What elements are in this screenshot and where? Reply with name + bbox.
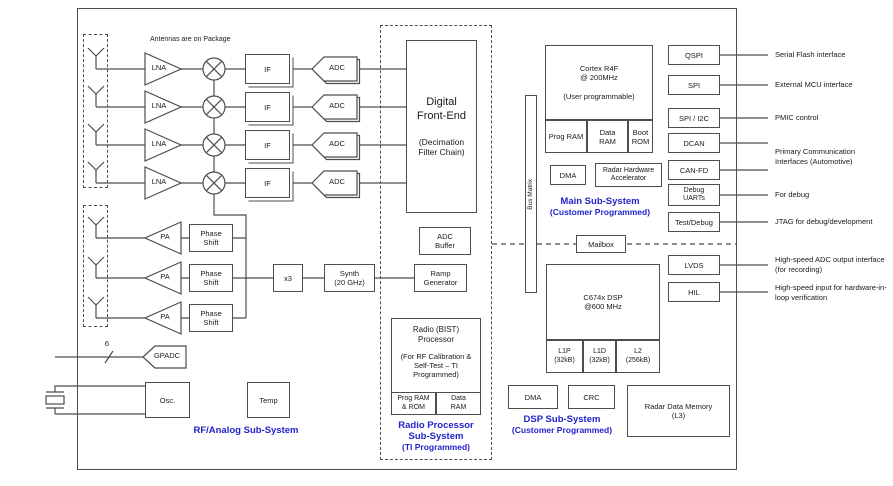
if-block: IF bbox=[245, 130, 290, 160]
main-subsystem-label: Main Sub-System (Customer Programmed) bbox=[549, 196, 651, 217]
main-boot-rom-block: Boot ROM bbox=[628, 120, 653, 153]
if-block: IF bbox=[245, 92, 290, 122]
radio-bist-processor-block: Radio (BIST) Processor (For RF Calibration & Self-Test – TI Programmed) bbox=[391, 318, 481, 415]
gpadc-bus-width-label: 6 bbox=[104, 339, 110, 348]
adc-label: ADC bbox=[329, 139, 345, 148]
pa-label: PA bbox=[160, 312, 170, 321]
synth-block: Synth (20 GHz) bbox=[324, 264, 375, 292]
rx-antenna-array bbox=[83, 34, 108, 188]
qspi-block: QSPI bbox=[668, 45, 720, 65]
lna-label: LNA bbox=[151, 139, 167, 148]
can-note: Primary Communication Interfaces (Automotive) bbox=[775, 147, 856, 166]
spi-i2c-note: PMIC control bbox=[775, 113, 819, 122]
test-debug-note: JTAG for debug/development bbox=[775, 217, 873, 226]
spi-block: SPI bbox=[668, 75, 720, 95]
phase-shift-block: Phase Shift bbox=[189, 224, 233, 252]
hil-block: HIL bbox=[668, 282, 720, 302]
lna-label: LNA bbox=[151, 101, 167, 110]
rf-analog-subsystem-label: RF/Analog Sub-System bbox=[193, 425, 299, 436]
osc-block: Osc. bbox=[145, 382, 190, 418]
debug-uarts-note: For debug bbox=[775, 190, 810, 199]
bist-prog-ram-block: Prog RAM & ROM bbox=[391, 392, 436, 415]
dsp-l1p-block: L1P (32kB) bbox=[546, 340, 583, 373]
c674x-dsp-block: C674x DSP @600 MHz bbox=[546, 264, 660, 340]
main-prog-ram-block: Prog RAM bbox=[545, 120, 587, 153]
bist-data-ram-block: Data RAM bbox=[436, 392, 481, 415]
adc-label: ADC bbox=[329, 101, 345, 110]
radio-subsystem-label: Radio Processor Sub-System (TI Programmed) bbox=[398, 420, 474, 452]
phase-shift-block: Phase Shift bbox=[189, 304, 233, 332]
cortex-r4f-block: Cortex R4F @ 200MHz (User programmable) bbox=[545, 45, 653, 120]
gpadc-label: GPADC bbox=[153, 351, 181, 360]
antennas-note: Antennas are on Package bbox=[150, 36, 231, 43]
debug-uarts-block: Debug UARTs bbox=[668, 184, 720, 206]
adc-label: ADC bbox=[329, 177, 345, 186]
adc-label: ADC bbox=[329, 63, 345, 72]
multiplier-x3-block: x3 bbox=[273, 264, 303, 292]
if-block: IF bbox=[245, 168, 290, 198]
tx-antenna-array bbox=[83, 205, 108, 327]
spi-note: External MCU interface bbox=[775, 80, 853, 89]
pa-label: PA bbox=[160, 232, 170, 241]
test-debug-block: Test/Debug bbox=[668, 212, 720, 232]
can-fd-block: CAN-FD bbox=[668, 160, 720, 180]
ramp-generator-block: Ramp Generator bbox=[414, 264, 467, 292]
if-block: IF bbox=[245, 54, 290, 84]
lna-label: LNA bbox=[151, 177, 167, 186]
mailbox-block: Mailbox bbox=[576, 235, 626, 253]
hil-note: High-speed input for hardware-in-loop verification bbox=[775, 283, 887, 302]
main-dma-block: DMA bbox=[550, 165, 586, 185]
dfe-block: Digital Front-End (Decimation Filter Chain) bbox=[406, 40, 477, 213]
dsp-l2-block: L2 (256kB) bbox=[616, 340, 660, 373]
dsp-l1d-block: L1D (32kB) bbox=[583, 340, 616, 373]
dsp-dma-block: DMA bbox=[508, 385, 558, 409]
dsp-crc-block: CRC bbox=[568, 385, 615, 409]
main-data-ram-block: Data RAM bbox=[587, 120, 628, 153]
radar-hw-accelerator-block: Radar Hardware Accelerator bbox=[595, 163, 662, 187]
bus-matrix-block: Bus Matrix bbox=[525, 95, 537, 293]
adc-buffer-block: ADC Buffer bbox=[419, 227, 471, 255]
dsp-subsystem-label: DSP Sub-System (Customer Programmed) bbox=[511, 414, 613, 435]
qspi-note: Serial Flash interface bbox=[775, 50, 846, 59]
dcan-block: DCAN bbox=[668, 133, 720, 153]
spi-i2c-block: SPI / I2C bbox=[668, 108, 720, 128]
lna-label: LNA bbox=[151, 63, 167, 72]
radar-data-memory-block: Radar Data Memory (L3) bbox=[627, 385, 730, 437]
phase-shift-block: Phase Shift bbox=[189, 264, 233, 292]
temp-sensor-block: Temp bbox=[247, 382, 290, 418]
pa-label: PA bbox=[160, 272, 170, 281]
lvds-block: LVDS bbox=[668, 255, 720, 275]
lvds-note: High-speed ADC output interface (for recording) bbox=[775, 255, 885, 274]
